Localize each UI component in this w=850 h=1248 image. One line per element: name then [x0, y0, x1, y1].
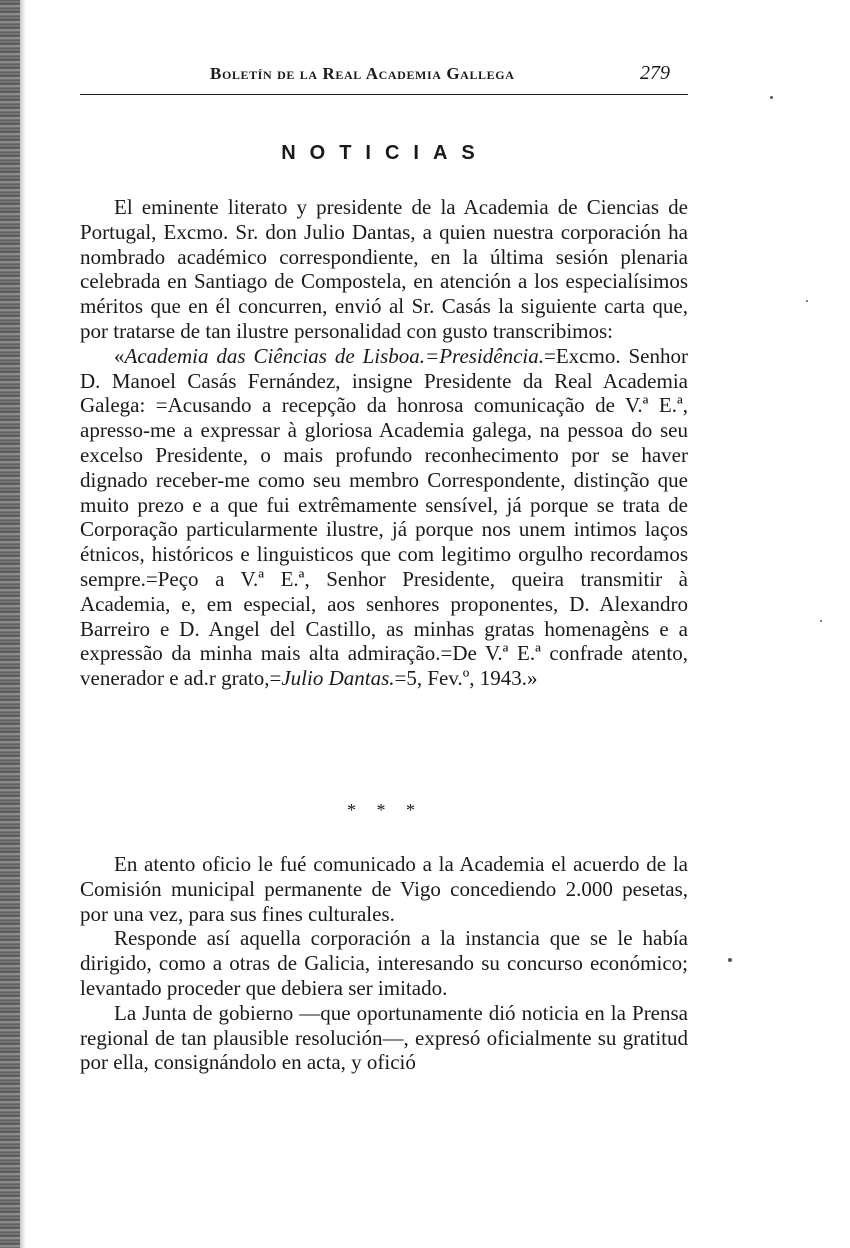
grant-paragraph-1: En atento oficio le fué comunicado a la Academia el acuerdo de la Comisión municipal permanente de Vigo concediendo 2.000 pesetas, por una vez, para sus fines culturales. [80, 852, 688, 926]
grant-paragraph-2: Responde así aquella corporación a la instancia que se le había dirigido, como a otras de Galicia, interesando su concurso económico; levantado proceder que debiera ser imitado. [80, 926, 688, 1000]
page-binding-edge [0, 0, 20, 1248]
print-speck [728, 958, 732, 962]
print-speck [770, 96, 773, 99]
letter-date: =5, Fev.º, 1943.» [394, 666, 538, 691]
letter-open-quote: « [114, 343, 125, 368]
intro-paragraph: El eminente literato y presidente de la Academia de Ciencias de Portugal, Excmo. Sr. don Julio Dantas, a quien nuestra corporación ha nombrado académico correspondiente, en la última sesión plenaria celebrada en Santiago de Compostela, en atención a los especialísimos méritos que en él concurren, envió al Sr. Casás la siguiente carta que, por tratarse de tan ilustre personalidad con gusto transcribimos: [80, 195, 688, 343]
print-speck [806, 300, 808, 302]
section-heading: NOTICIAS [281, 142, 489, 164]
letter-paragraph [80, 344, 688, 691]
letter-body: =Excmo. Senhor D. Manoel Casás Fernández, insigne Presidente da Real Academia Galega: =Acusando a recepção da honrosa comunicação de V.ª E.ª, apresso-me a expressar à gloriosa Academia galega, na pessoa do seu excelso Presidente, o mais profundo reconhecimento por se haver dignado receber-me como seu membro Correspondente, distinção que muito prezo e a que fui extrêmamente sensível, já porque se trata de Corporação particularmente ilustre, já porque nos unem intimos laços étnicos, históricos e linguisticos que com legitimo orgulho recordamos sempre.=Peço a V.ª E.ª, Senhor Presidente, queira transmitir à Academia, e, em especial, aos senhores proponentes, D. Alexandro Barreiro e D. Angel del Castillo, as minhas gratas homenagèns e a expressão da minha mais alta admiração.=De V.ª E.ª confrade atento, venerador e ad.r grato,= [80, 343, 688, 691]
grant-paragraph-3: La Junta de gobierno —que oportunamente dió noticia en la Prensa regional de tan plausible resolución—, expresó oficialmente su gratitud por ella, consignándolo en acta, y ofició [80, 1000, 688, 1075]
article-vigo-grant [80, 852, 688, 1075]
letter-signature: Julio Dantas. [281, 666, 395, 691]
page-number: 279 [640, 62, 670, 84]
article-dantas-letter [80, 195, 688, 691]
section-separator: * * * [347, 800, 423, 820]
running-title: Boletín de la Real Academia Gallega [210, 64, 515, 83]
letter-institution: Academia das Ciências de Lisboa.=Presidência. [124, 343, 544, 368]
print-speck [820, 620, 822, 622]
running-header [80, 60, 688, 95]
